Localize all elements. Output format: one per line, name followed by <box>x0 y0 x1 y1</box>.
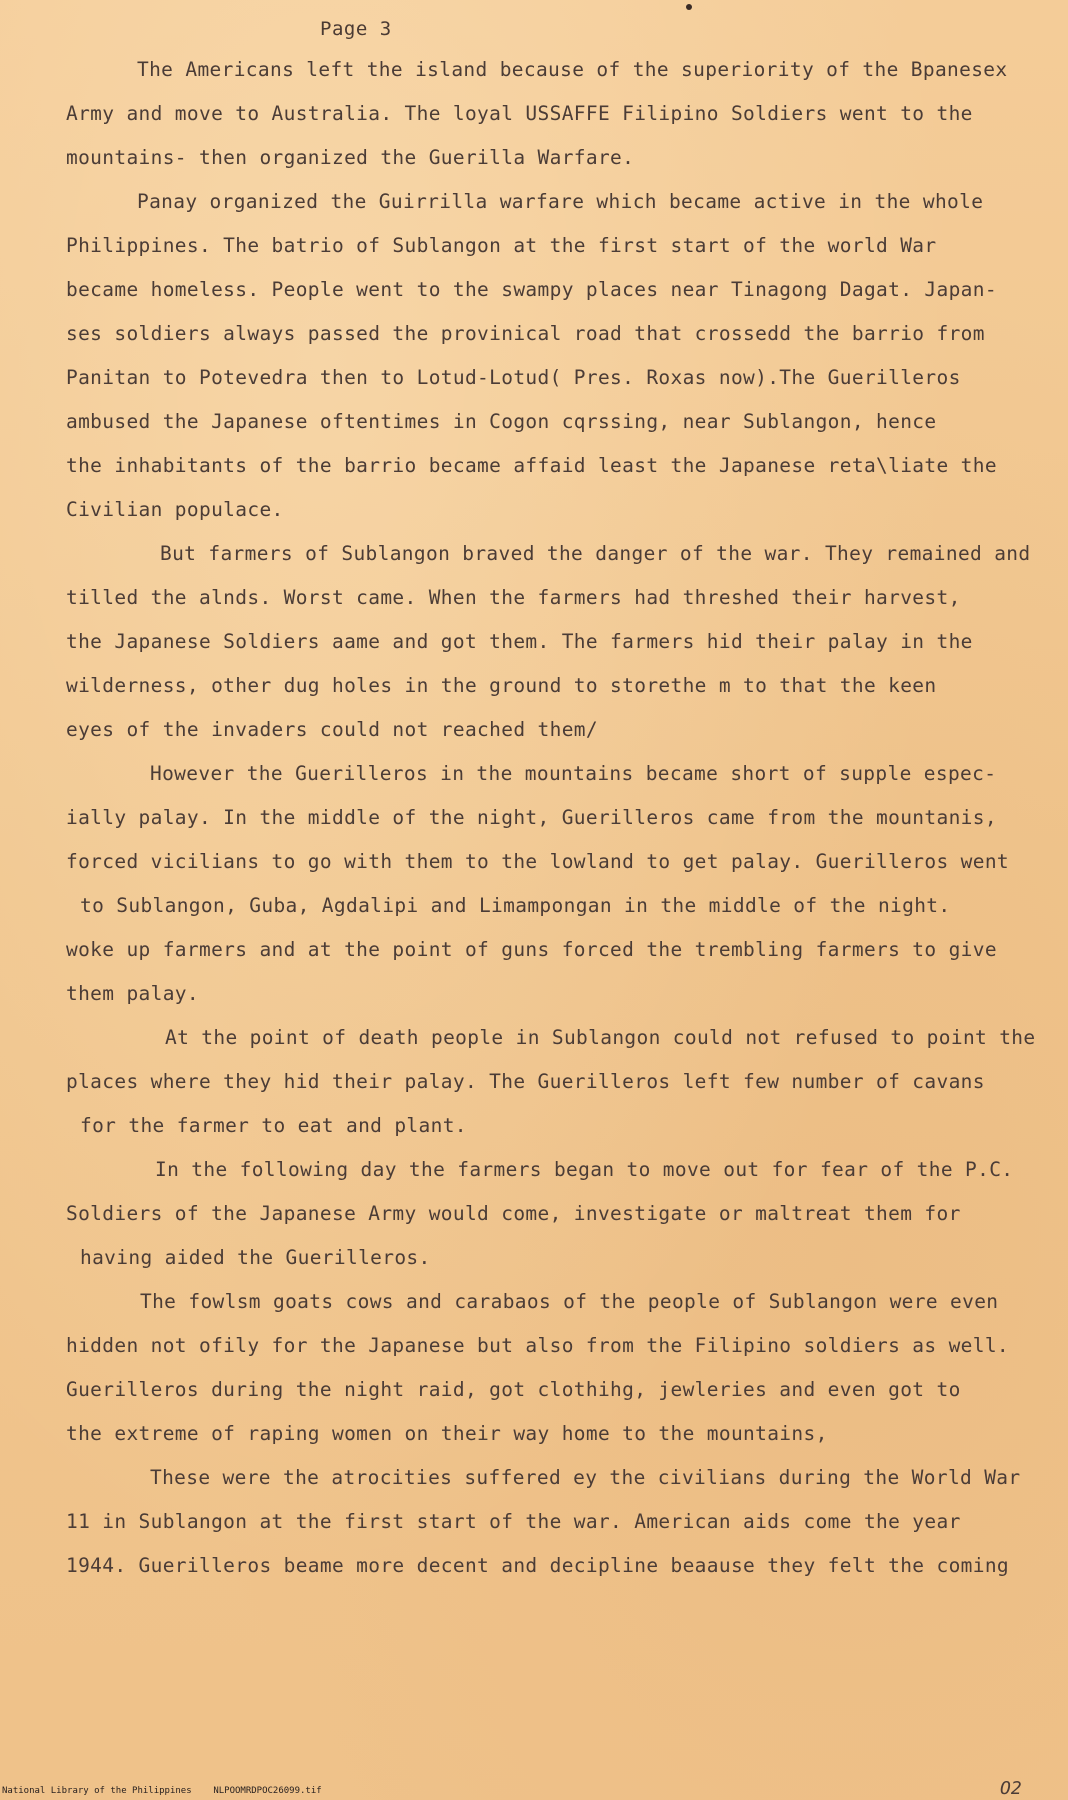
text-line: ses soldiers always passed the provinical road that crossedd the barrio from <box>66 322 985 345</box>
text-line: wilderness, other dug holes in the ground to storethe m to that the keen <box>66 674 937 697</box>
text-line: mountains- then organized the Guerilla Warfare. <box>66 146 635 169</box>
text-line: to Sublangon, Guba, Agdalipi and Limampongan in the middle of the night. <box>80 894 951 917</box>
text-line: Civilian populace. <box>66 498 284 521</box>
text-line: ially palay. In the middle of the night, Guerilleros came from the mountanis, <box>66 806 997 829</box>
text-line: eyes of the invaders could not reached them/ <box>66 718 598 741</box>
text-line: hidden not ofily for the Japanese but also from the Filipino soldiers as well. <box>66 1334 1010 1357</box>
text-line: The fowlsm goats cows and carabaos of the people of Sublangon were even <box>140 1290 999 1313</box>
ink-dot-mark <box>686 4 692 10</box>
archive-source-caption: National Library of the Philippines NLPOOMRDPOC26099.tif <box>2 1786 322 1796</box>
text-line: tilled the alnds. Worst came. When the farmers had threshed their harvest, <box>66 586 961 609</box>
corner-handwritten-mark: O2 <box>1000 1778 1022 1799</box>
text-line: However the Guerilleros in the mountains became short of supple espec- <box>150 762 997 785</box>
text-line: Panitan to Potevedra then to Lotud-Lotud( Pres. Roxas now).The Guerilleros <box>66 366 961 389</box>
text-line: Philippines. The batrio of Sublangon at the first start of the world War <box>66 234 937 257</box>
text-line: At the point of death people in Sublangon could not refused to point the <box>165 1026 1036 1049</box>
text-line: The Americans left the island because of the superiority of the Bpanesex <box>137 58 1008 81</box>
text-line: forced vicilians to go with them to the lowland to get palay. Guerilleros went <box>66 850 1010 873</box>
text-line: woke up farmers and at the point of guns forced the trembling farmers to give <box>66 938 997 961</box>
text-line: 1944. Guerilleros beame more decent and decipline beaause they felt the coming <box>66 1554 1010 1577</box>
text-line: places where they hid their palay. The Guerilleros left few number of cavans <box>66 1070 985 1093</box>
text-line: Army and move to Australia. The loyal USSAFFE Filipino Soldiers went to the <box>66 102 973 125</box>
text-line: 11 in Sublangon at the first start of the war. American aids come the year <box>66 1510 961 1533</box>
text-line: Soldiers of the Japanese Army would come, investigate or maltreat them for <box>66 1202 961 1225</box>
text-line: the extreme of raping women on their way home to the mountains, <box>66 1422 828 1445</box>
text-line: But farmers of Sublangon braved the danger of the war. They remained and <box>160 542 1031 565</box>
text-line: Panay organized the Guirrilla warfare which became active in the whole <box>137 190 984 213</box>
text-line: the inhabitants of the barrio became affaid least the Japanese reta\liate the <box>66 454 997 477</box>
text-line: for the farmer to eat and plant. <box>80 1114 467 1137</box>
text-line: In the following day the farmers began to move out for fear of the P.C. <box>155 1158 1014 1181</box>
text-line: the Japanese Soldiers aame and got them. The farmers hid their palay in the <box>66 630 973 653</box>
page-number: Page 3 <box>320 18 392 40</box>
text-line: Guerilleros during the night raid, got clothihg, jewleries and even got to <box>66 1378 961 1401</box>
text-line: became homeless. People went to the swampy places near Tinagong Dagat. Japan- <box>66 278 997 301</box>
text-line: having aided the Guerilleros. <box>80 1246 431 1269</box>
text-line: them palay. <box>66 982 199 1005</box>
text-line: ambused the Japanese oftentimes in Cogon cqrssing, near Sublangon, hence <box>66 410 937 433</box>
text-line: These were the atrocities suffered ey the civilians during the World War <box>150 1466 1021 1489</box>
